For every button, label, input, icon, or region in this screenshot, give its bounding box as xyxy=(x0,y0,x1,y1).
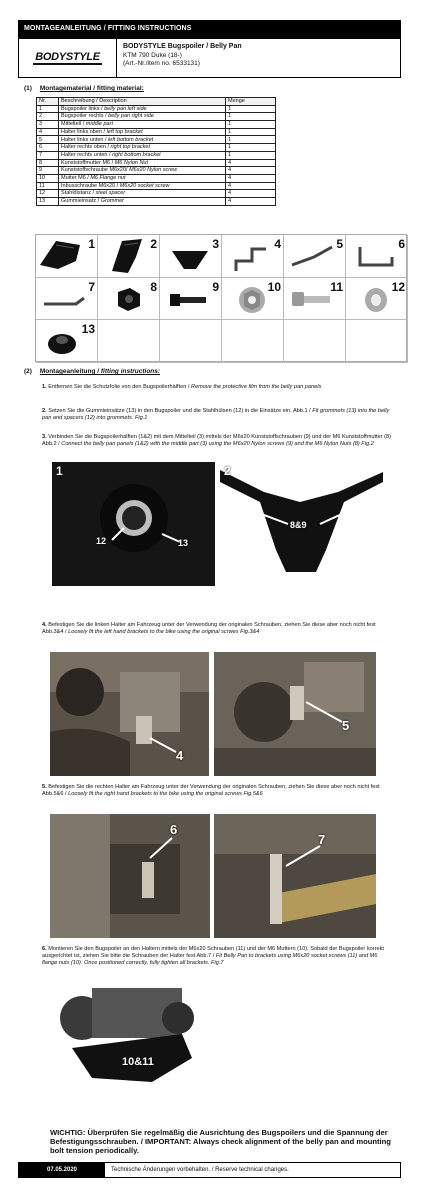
row-description xyxy=(59,190,226,198)
step-number: 1. xyxy=(42,384,47,390)
figure-7-photo xyxy=(52,978,204,1098)
figure-2-photo xyxy=(220,462,383,586)
row-description xyxy=(59,113,226,121)
row-description xyxy=(59,105,226,113)
row-nr: 8 xyxy=(37,159,59,167)
section-2-title-en: fitting instructions: xyxy=(100,368,161,375)
description-en: belly pan right side xyxy=(108,113,154,120)
part-5-photo xyxy=(284,235,346,278)
part-8-photo xyxy=(98,278,160,321)
callout-7: 7 xyxy=(318,832,326,847)
product-model: KTM 790 Duke (18-) xyxy=(123,51,182,59)
belly-pan-mounted-image xyxy=(52,978,204,1098)
part-empty-cell xyxy=(284,320,346,363)
figure-5-photo xyxy=(50,814,210,938)
description-de: Bugspoiler rechts / xyxy=(61,113,109,120)
part-number: 7 xyxy=(88,279,95,294)
materials-row xyxy=(37,197,276,205)
callout-8-9: 8&9 xyxy=(290,520,307,530)
step-text-de: Befestigen Sie die linken Halter am Fahrzeug unter der Verwendung der originalen Schrauben, ziehen Sie diese aber noch nicht fest Abb.3&4 / xyxy=(42,622,376,636)
callout-5: 5 xyxy=(342,718,350,733)
part-empty-cell xyxy=(98,320,160,363)
row-qty: 1 xyxy=(226,105,276,113)
row-qty: 4 xyxy=(226,159,276,167)
row-nr: 9 xyxy=(37,167,59,175)
product-name: BODYSTYLE Bugspoiler / Belly Pan xyxy=(123,43,242,50)
step-text-en: Remove the protective film from the belly pan panels xyxy=(190,384,322,390)
description-de: Inbusschraube M6x20 / xyxy=(61,182,120,189)
logo-cell xyxy=(19,39,117,77)
description-de: Kunststoffschraube M6x20/ xyxy=(61,167,130,174)
step-text-de: Verbinden Sie die Bugspoilerhälften (1&2) mit dem Mittelteil (3) mittels der M6x20 Kunststoffschrauben (9) und der M6 Kunststoffmutter (8) Abb.2 / xyxy=(42,434,391,448)
row-description xyxy=(59,151,226,159)
materials-row xyxy=(37,144,276,152)
figure-6-photo xyxy=(214,814,376,938)
row-qty: 4 xyxy=(226,182,276,190)
row-description xyxy=(59,197,226,205)
description-de: Mittelteil / xyxy=(61,121,86,128)
section-2-title xyxy=(40,368,160,375)
row-description xyxy=(59,144,226,152)
row-description xyxy=(59,182,226,190)
col-qty: Menge xyxy=(226,98,276,106)
description-en: M6x20 Nylon screw xyxy=(129,167,178,174)
row-nr: 2 xyxy=(37,113,59,121)
callout-10-11: 10&11 xyxy=(122,1056,154,1068)
step-text-en: Connect the belly pan panels (1&2) with the middle part (3) using the M6x20 Nylon screws (9) and the M6 Nylon Nuts (8) Fig.2 xyxy=(61,441,374,448)
step-6 xyxy=(42,946,394,968)
materials-row xyxy=(37,167,276,175)
row-nr: 1 xyxy=(37,105,59,113)
step-number: 5. xyxy=(42,784,47,790)
part-number: 8 xyxy=(150,279,157,294)
description-en: left top bracket xyxy=(106,128,143,135)
materials-row xyxy=(37,159,276,167)
col-description: Beschreibung / Description xyxy=(59,98,226,106)
figure-1-photo xyxy=(52,462,215,586)
left-bottom-bracket-image xyxy=(214,652,376,776)
part-empty-cell xyxy=(222,320,284,363)
row-nr: 10 xyxy=(37,174,59,182)
figure-3-photo xyxy=(50,652,209,776)
description-en: M6x20 socket screw xyxy=(119,182,170,189)
part-1-photo xyxy=(36,235,98,278)
materials-row xyxy=(37,182,276,190)
part-number: 4 xyxy=(274,237,281,251)
important-warning: WICHTIG: Überprüfen Sie regelmäßig die Ausrichtung des Bugspoilers und die Spannung der Befestigungsschrauben. / IMPORTANT: Always check alignment of the belly pan and mounting bolt tension periodically. xyxy=(50,1128,391,1156)
row-nr: 3 xyxy=(37,121,59,129)
footer-date: 07.05.2020 xyxy=(19,1163,105,1177)
part-12-photo xyxy=(346,278,408,321)
section-2-title-de: Montageanleitung / xyxy=(39,368,101,375)
description-de: Halter rechts oben / xyxy=(61,144,111,151)
footer-note: Technische Änderungen vorbehalten. / Reserve technical changes. xyxy=(111,1167,289,1173)
product-article: (Art.-Nr./item no. 6533131) xyxy=(123,60,200,67)
step-number: 3. xyxy=(42,434,47,440)
description-de: Halter links oben / xyxy=(61,128,107,135)
part-6-photo xyxy=(346,235,408,278)
part-empty-cell xyxy=(346,320,408,363)
product-header xyxy=(18,38,401,78)
step-text-de: Setzen Sie die Gummieinsätze (13) in den Bugspoiler und die Stahlhülsen (12) in die Einsätze ein. Abb.1 / xyxy=(48,408,313,414)
description-en: left bottom bracket xyxy=(108,136,154,143)
part-number: 9 xyxy=(212,279,219,294)
materials-row xyxy=(37,190,276,198)
description-de: Halter rechts unten / xyxy=(61,151,113,158)
description-en: right bottom bracket xyxy=(112,151,161,158)
step-3 xyxy=(42,434,394,448)
section-1-title: Montagematerial / fitting material: xyxy=(39,85,144,92)
step-number: 4. xyxy=(42,622,47,628)
section-1-heading xyxy=(24,85,144,92)
row-description xyxy=(59,128,226,136)
part-number: 13 xyxy=(81,322,95,337)
step-text-de: Befestigen Sie die rechten Halter am Fahrzeug unter der Verwendung der originalen Schrauben, ziehen Sie diese aber noch nicht fest Abb.5&6 / xyxy=(42,784,380,798)
description-de: Gummieinsatz / xyxy=(61,198,101,205)
row-nr: 4 xyxy=(37,128,59,136)
part-number: 10 xyxy=(267,279,281,294)
materials-row xyxy=(37,121,276,129)
part-11-photo xyxy=(284,278,346,321)
materials-row xyxy=(37,136,276,144)
materials-row xyxy=(37,128,276,136)
part-empty-cell xyxy=(160,320,222,363)
row-qty: 4 xyxy=(226,190,276,198)
callout-6: 6 xyxy=(170,822,178,837)
row-nr: 6 xyxy=(37,144,59,152)
section-2-number: (2) xyxy=(24,368,32,375)
step-text-de: Montieren Sie den Bugspoiler an den Haltern mittels der M6x20 Schrauben (11) und der M6 Muttern (10). Sobald der Bugspoiler korrekt ausgerichtet ist, ziehen Sie bitte die Schrauben der Halter fest Abb.7 / xyxy=(42,946,384,960)
step-1 xyxy=(42,384,394,391)
right-bottom-bracket-image xyxy=(214,814,376,938)
figure-number: 2 xyxy=(224,464,231,478)
row-description xyxy=(59,174,226,182)
row-nr: 7 xyxy=(37,151,59,159)
row-qty: 1 xyxy=(226,128,276,136)
footer xyxy=(18,1162,401,1178)
row-qty: 1 xyxy=(226,136,276,144)
description-de: Bugspoiler links / xyxy=(61,105,105,112)
left-bracket-image xyxy=(50,652,209,776)
figure-4-photo xyxy=(214,652,376,776)
row-qty: 1 xyxy=(226,121,276,129)
step-text-en: Loosely fit the right hand brackets to the bike using the original screws Fig.5&6 xyxy=(68,791,263,798)
grommet-install-image xyxy=(52,462,215,586)
description-de: Mutter M6 / xyxy=(61,174,91,181)
description-de: Kunststoffmutter M6 / xyxy=(61,159,115,166)
section-1-number: (1) xyxy=(24,85,32,92)
description-en: right top bracket xyxy=(110,144,150,151)
step-text-de: Entfernen Sie die Schutzfolie von den Bugspoilerhälften / xyxy=(48,384,191,390)
materials-row xyxy=(37,113,276,121)
part-4-photo xyxy=(222,235,284,278)
part-7-photo xyxy=(36,278,98,321)
col-nr: Nr. xyxy=(37,98,59,106)
description-en: M6 Nylon Nut xyxy=(114,159,149,166)
row-qty: 1 xyxy=(226,113,276,121)
row-qty: 4 xyxy=(226,197,276,205)
part-number: 5 xyxy=(336,237,343,251)
part-3-photo xyxy=(160,235,222,278)
row-nr: 11 xyxy=(37,182,59,190)
row-qty: 1 xyxy=(226,151,276,159)
document-title: MONTAGEANLEITUNG / FITTING INSTRUCTIONS xyxy=(24,25,192,32)
materials-row xyxy=(37,151,276,159)
part-9-photo xyxy=(160,278,222,321)
step-text-en: Loosely fit the left hand brackets to the bike using the original scrwes Fig.3&4 xyxy=(68,629,260,636)
part-10-photo xyxy=(222,278,284,321)
parts-photo-grid xyxy=(35,234,407,362)
materials-row xyxy=(37,174,276,182)
part-2-photo xyxy=(98,235,160,278)
step-number: 6. xyxy=(42,946,47,952)
step-5 xyxy=(42,784,394,798)
part-number: 6 xyxy=(398,237,405,251)
description-en: middle part xyxy=(85,121,113,128)
part-number: 12 xyxy=(391,279,405,294)
product-info xyxy=(117,39,248,77)
description-de: Stahldistanz / xyxy=(61,190,96,197)
row-description xyxy=(59,159,226,167)
description-en: M6 Flange nut xyxy=(90,174,126,181)
materials-table xyxy=(36,97,276,206)
part-13-photo xyxy=(36,320,98,363)
part-number: 11 xyxy=(330,279,343,294)
document-title-bar xyxy=(18,20,401,38)
section-2-heading xyxy=(24,368,160,375)
step-text-en: Fit Belly Pan to brackets using M6x20 socket screws (11) and M6 flange nuts (10). Once positioned correctly, fully tighten all brackets. Fig.7 xyxy=(42,953,378,967)
figure-number: 1 xyxy=(56,464,63,478)
row-description xyxy=(59,167,226,175)
materials-header-row xyxy=(37,98,276,106)
callout-13: 13 xyxy=(178,538,189,548)
part-number: 1 xyxy=(88,237,95,251)
callout-4: 4 xyxy=(176,748,184,763)
part-number: 2 xyxy=(150,237,157,251)
description-en: steel spacer xyxy=(95,190,126,197)
row-qty: 4 xyxy=(226,167,276,175)
part-number: 3 xyxy=(212,237,219,251)
row-nr: 5 xyxy=(37,136,59,144)
row-description xyxy=(59,136,226,144)
row-qty: 1 xyxy=(226,144,276,152)
step-4 xyxy=(42,622,394,636)
row-qty: 4 xyxy=(226,174,276,182)
description-en: belly pan left side xyxy=(104,105,147,112)
description-en: Grommet xyxy=(100,198,124,205)
row-nr: 13 xyxy=(37,197,59,205)
row-description xyxy=(59,121,226,129)
step-text-en: Fit grommets (13) into the belly pan and spacers (12) into grommets. Fig.1 xyxy=(42,408,390,422)
step-2 xyxy=(42,408,394,422)
right-top-bracket-image xyxy=(50,814,210,938)
description-de: Halter links unten / xyxy=(61,136,109,143)
bodystyle-logo: BODYSTYLE xyxy=(35,50,100,63)
row-nr: 12 xyxy=(37,190,59,198)
callout-12: 12 xyxy=(96,536,107,546)
materials-row xyxy=(37,105,276,113)
step-number: 2. xyxy=(42,408,47,414)
